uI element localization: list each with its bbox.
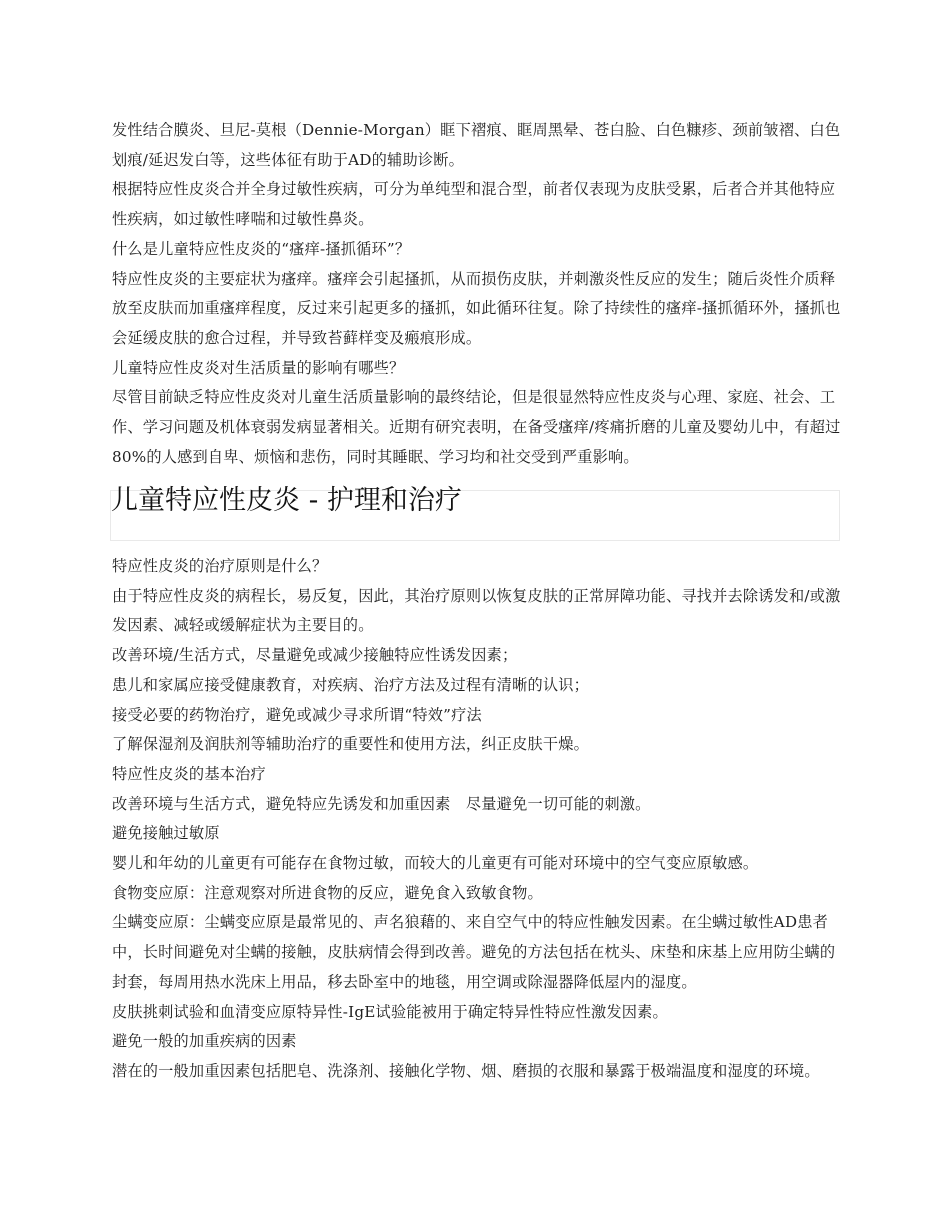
paragraph: 尘螨变应原：尘螨变应原是最常见的、声名狼藉的、来自空气中的特应性触发因素。在尘螨过敏性AD患者中，长时间避免对尘螨的接触，皮肤病情会得到改善。避免的方法包括在枕头、床垫和床基上应用防尘螨的封套，每周用热水洗床上用品，移去卧室中的地毯，用空调或除湿器降低屋内的湿度。 [112,913,836,991]
list-paragraph: 改善环境/生活方式，尽量避免或减少接触特应性诱发因素； [112,646,518,665]
section-heading: 儿童特应性皮炎 - 护理和治疗 [111,485,462,516]
question-paragraph: 儿童特应性皮炎对生活质量的影响有哪些？ [112,358,405,377]
paragraph: 特应性皮炎的主要症状为瘙痒。瘙痒会引起搔抓，从而损伤皮肤，并刺激炎性反应的发生；随后炎性介质释放至皮肤而加重瘙痒程度，反过来引起更多的搔抓，如此循环往复。除了持续性的瘙痒-搔抓循环外，搔抓也会延缓皮肤的愈合过程，并导致苔藓样变及瘢痕形成。 [112,269,841,347]
list-paragraph: 了解保湿剂及润肤剂等辅助治疗的重要性和使用方法，纠正皮肤干燥。 [112,735,590,754]
paragraph: 潜在的一般加重因素包括肥皂、洗涤剂、接触化学物、烟、磨损的衣服和暴露于极端温度和湿度的环境。 [112,1061,820,1080]
section-heading-box [110,485,840,541]
paragraph: 婴儿和年幼的儿童更有可能存在食物过敏，而较大的儿童更有可能对环境中的空气变应原敏感。 [112,854,759,873]
subheading-paragraph: 避免一般的加重疾病的因素 [112,1032,297,1051]
list-paragraph: 患儿和家属应接受健康教育，对疾病、治疗方法及过程有清晰的认识； [112,675,590,694]
subheading-paragraph: 特应性皮炎的基本治疗 [112,764,266,783]
paragraph: 改善环境与生活方式，避免特应先诱发和加重因素 尽量避免一切可能的刺激。 [112,794,651,813]
question-paragraph: 什么是儿童特应性皮炎的“瘙痒-搔抓循环”？ [112,239,411,258]
list-paragraph: 接受必要的药物治疗，避免或减少寻求所谓“特效”疗法 [112,705,482,724]
paragraph: 根据特应性皮炎合并全身过敏性疾病，可分为单纯型和混合型，前者仅表现为皮肤受累，后者合并其他特应性疾病，如过敏性哮喘和过敏性鼻炎。 [112,180,836,229]
paragraph: 发性结合膜炎、旦尼-莫根（Dennie-Morgan）眶下褶痕、眶周黑晕、苍白脸、白色糠疹、颈前皱褶、白色划痕/延迟发白等，这些体征有助于AD的辅助诊断。 [112,121,841,169]
subheading-paragraph: 避免接触过敏原 [112,824,220,843]
care-treatment-section [112,552,842,1087]
intro-text-section [112,116,842,472]
paragraph: 皮肤挑刺试验和血清变应原特异性-IgE试验能被用于确定特异性特应性激发因素。 [112,1002,668,1021]
paragraph: 由于特应性皮炎的病程长，易反复，因此，其治疗原则以恢复皮肤的正常屏障功能、寻找并去除诱发和/或激发因素、减轻或缓解症状为主要目的。 [112,586,841,635]
question-paragraph: 特应性皮炎的治疗原则是什么？ [112,557,328,575]
paragraph: 尽管目前缺乏特应性皮炎对儿童生活质量影响的最终结论，但是很显然特应性皮炎与心理、家庭、社会、工作、学习问题及机体衰弱发病显著相关。近期有研究表明，在备受瘙痒/疼痛折磨的儿童及婴幼儿中，有超过80%的人感到自卑、烦恼和悲伤，同时其睡眠、学习均和社交受到严重影响。 [112,388,841,466]
paragraph: 食物变应原：注意观察对所进食物的反应，避免食入致敏食物。 [112,883,543,902]
